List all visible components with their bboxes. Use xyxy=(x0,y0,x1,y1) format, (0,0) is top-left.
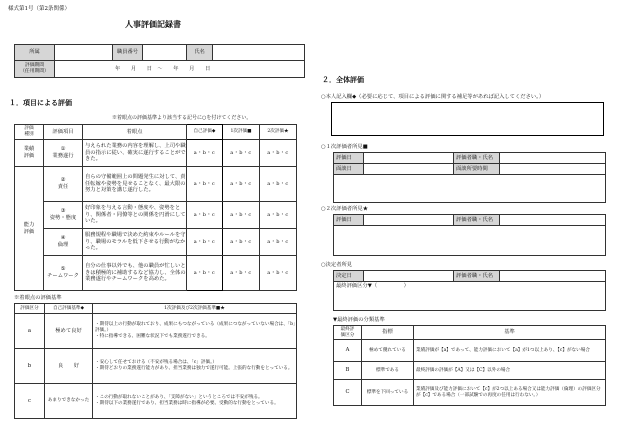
affiliation-field[interactable] xyxy=(55,45,113,61)
first-grade-choice[interactable]: a・b・c xyxy=(223,256,260,291)
point-text: 与えられた業務の内容を理解し、上司や職員の指示に従い、確実に遂行することができた。 xyxy=(83,140,187,167)
first-grade-choice[interactable]: a・b・c xyxy=(223,202,260,229)
page-title: 人事評価記録書 xyxy=(125,19,181,29)
point-text: 好印象を与える言動・態度や、姿勢をとり、関係者・同僚等との関係を円滑にしていた。 xyxy=(83,202,187,229)
second-comment-field[interactable] xyxy=(334,226,606,256)
category-performance: 業績 評価 xyxy=(15,140,44,167)
self-grade-choice[interactable]: a・b・c xyxy=(187,202,223,229)
final-grade: A xyxy=(334,340,362,362)
first-grade-choice[interactable]: a・b・c xyxy=(223,167,260,202)
eval-date-field[interactable] xyxy=(364,215,454,226)
eval-date-field[interactable] xyxy=(364,153,454,164)
final-criteria-table xyxy=(333,325,606,406)
table-row xyxy=(15,202,297,229)
second-grade-choice[interactable]: a・b・c xyxy=(260,167,297,202)
first-evaluator-table xyxy=(333,152,606,203)
criteria-text: ・期待以上の行動が取れており、成果にもつながっている（成果につながっていない場合は、「b」評価。） ・特に指導できる、困難な状況下でも業務遂行できる。 xyxy=(93,314,297,349)
table-row xyxy=(15,256,297,291)
final-col-label: 指標 xyxy=(362,326,414,340)
staff-number-label: 職員番号 xyxy=(113,45,143,61)
criteria-text: ・安心して任せておける（不安が残る場合は、「c」評価。） ・期待どおりの業務遂行能力があり、担当業務は独力で遂行可能。上張的な行動をとっている。 xyxy=(93,349,297,384)
self-grade-choice[interactable]: a・b・c xyxy=(187,140,223,167)
first-evaluator-title: ○１次評価者所見■ xyxy=(321,144,368,150)
table-row xyxy=(334,380,606,406)
staff-number-field[interactable] xyxy=(143,45,187,61)
category-ability: 能力 評価 xyxy=(15,167,44,291)
col-first: 1次評価■ xyxy=(223,125,260,140)
col-second: 2次評価★ xyxy=(260,125,297,140)
name-field[interactable] xyxy=(213,45,305,61)
final-decider-title: ○決定者所見 xyxy=(321,262,353,268)
criteria-table xyxy=(14,303,297,419)
criteria-col-eval: 1次評価及び2次評価基準■★ xyxy=(93,304,297,314)
first-grade-choice[interactable]: a・b・c xyxy=(223,229,260,256)
criteria-title: ※着眼点の評価基準 xyxy=(14,295,62,301)
interview-time-label: 面談所要時間 xyxy=(454,164,500,175)
criteria-self: あまりできなかった xyxy=(45,384,93,419)
final-text: 業績評価及び能力評価において【c】が2つ以上ある場合又は能力評価（倫理）の評価区分が【c】である場合（一部試験での再度の任用は行わない。） xyxy=(414,380,606,406)
evaluator-label: 評価者職・氏名 xyxy=(454,271,500,282)
table-row xyxy=(15,167,297,202)
section2-title: ２．全体評価 xyxy=(322,76,364,84)
self-note: ○本人記入欄◆（必要に応じて、項目による評価に関する補足等があれば記入してください。） xyxy=(321,94,545,100)
decision-date-field[interactable] xyxy=(364,271,454,282)
evaluator-label: 評価者職・氏名 xyxy=(454,153,500,164)
criteria-self: 極めて良好 xyxy=(45,314,93,349)
criteria-text: ・この行動が取れないことがあり、「支障がない」というところでは不安が残る。 ・期待以下の業務遂行であり、担当業務は時に指導が必要。受動的な行動をとっている。 xyxy=(93,384,297,419)
affiliation-label: 所属 xyxy=(15,45,55,61)
second-evaluator-title: ○２次評価者所見★ xyxy=(321,206,368,212)
self-grade-choice[interactable]: a・b・c xyxy=(187,167,223,202)
period-label: 評価期間 （任用期間） xyxy=(15,61,55,78)
final-decider-table xyxy=(333,270,606,311)
evaluator-field[interactable] xyxy=(500,215,606,226)
item-label: ③ 姿勢・態度 xyxy=(44,202,83,229)
interview-date-field[interactable] xyxy=(364,164,454,175)
criteria-grade: b xyxy=(15,349,45,384)
table-row xyxy=(15,229,297,256)
self-grade-choice[interactable]: a・b・c xyxy=(187,256,223,291)
eval-date-label: 評価日 xyxy=(334,215,364,226)
interview-time-field[interactable] xyxy=(500,164,606,175)
criteria-grade: a xyxy=(15,314,45,349)
header-table xyxy=(14,44,305,78)
table-row xyxy=(334,340,606,362)
period-value: 年 月 日 ～ 年 月 日 xyxy=(55,61,305,78)
second-grade-choice[interactable]: a・b・c xyxy=(260,256,297,291)
second-grade-choice[interactable]: a・b・c xyxy=(260,229,297,256)
item-evaluation-table xyxy=(14,124,297,291)
table-row xyxy=(15,314,297,349)
final-criteria-title: ▼最終評価の分類基準 xyxy=(333,317,385,323)
criteria-col-self: 自己評価基準◆ xyxy=(45,304,93,314)
eval-date-label: 評価日 xyxy=(334,153,364,164)
table-row xyxy=(15,140,297,167)
col-point: 着眼点 xyxy=(83,125,187,140)
col-category: 評価 種別 xyxy=(15,125,44,140)
second-grade-choice[interactable]: a・b・c xyxy=(260,202,297,229)
decision-date-label: 決定日 xyxy=(334,271,364,282)
final-label: 標準である xyxy=(362,362,414,380)
first-grade-choice[interactable]: a・b・c xyxy=(223,140,260,167)
item-label: ② 責任 xyxy=(44,167,83,202)
final-grade-label[interactable]: 最終評価区分▼（ ） xyxy=(334,282,606,292)
criteria-grade: c xyxy=(15,384,45,419)
criteria-col-grade: 評価区分 xyxy=(15,304,45,314)
final-text: 最終評価の評価が【A】又は【C】以外の場合 xyxy=(414,362,606,380)
section1-title: １．項目による評価 xyxy=(9,99,72,107)
final-text: 業績評価が【a】であって、能力評価において【a】が1つ以上あり、【c】がない場合 xyxy=(414,340,606,362)
table-row xyxy=(15,384,297,419)
final-col-grade: 最終評 価区分 xyxy=(334,326,362,340)
final-comment-field[interactable] xyxy=(334,292,606,311)
table-row xyxy=(15,349,297,384)
point-text: 自らの守備範囲上の問題発生に対して、責任転嫁や姿勢を見せることなく、最大限の努力と対策を講じ遂行した。 xyxy=(83,167,187,202)
name-label: 氏名 xyxy=(187,45,213,61)
col-item: 評価項目 xyxy=(44,125,83,140)
second-grade-choice[interactable]: a・b・c xyxy=(260,140,297,167)
item-label: ⑤ チームワーク xyxy=(44,256,83,291)
point-text: 服務規程や職場で決めた約束やルールを守り、職場のモラルを低下させる行動がなかった。 xyxy=(83,229,187,256)
interview-date-label: 面談日 xyxy=(334,164,364,175)
item-label: ① 業務遂行 xyxy=(44,140,83,167)
final-col-text: 基準 xyxy=(414,326,606,340)
final-grade: B xyxy=(334,362,362,380)
final-grade: C xyxy=(334,380,362,406)
self-grade-choice[interactable]: a・b・c xyxy=(187,229,223,256)
evaluator-label: 評価者職・氏名 xyxy=(454,215,500,226)
first-comment-field[interactable] xyxy=(334,175,606,203)
evaluator-field[interactable] xyxy=(500,153,606,164)
col-self: 自己評価◆ xyxy=(187,125,223,140)
second-evaluator-table xyxy=(333,214,606,256)
final-label: 極めて優れている xyxy=(362,340,414,362)
table-row xyxy=(334,362,606,380)
self-comment-box[interactable] xyxy=(331,102,604,136)
final-label: 標準を下回っている xyxy=(362,380,414,406)
section1-note: ※着眼点の評価基準より該当する記号に○を付けてください。 xyxy=(112,115,252,121)
evaluator-field[interactable] xyxy=(500,271,606,282)
form-number: 様式第1号（第2条関係） xyxy=(8,6,70,12)
point-text: 自分の仕事以外でも、他の職員が忙しいときは積極的に補助するなど協力し、全体の業務遂行やチームワークを高めた。 xyxy=(83,256,187,291)
criteria-self: 良 好 xyxy=(45,349,93,384)
item-label: ④ 倫理 xyxy=(44,229,83,256)
